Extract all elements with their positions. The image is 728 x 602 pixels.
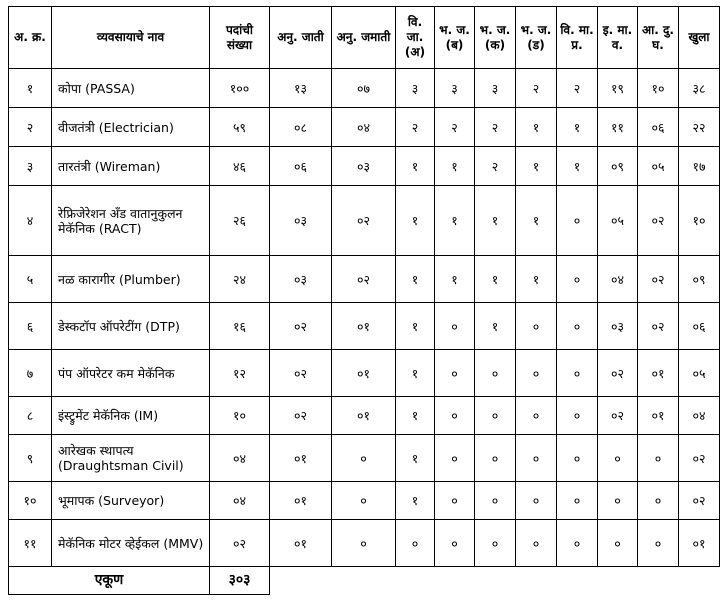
cell-value: १ <box>475 303 516 350</box>
cell-value: ०८ <box>270 108 332 147</box>
cell-value: १ <box>557 147 598 186</box>
cell-trade-name: तारतंत्री (Wireman) <box>52 147 210 186</box>
header-sr: अ. क्र. <box>9 7 52 69</box>
cell-value: ० <box>516 520 557 567</box>
cell-value: ० <box>638 482 679 520</box>
cell-value: ० <box>557 256 598 303</box>
cell-value: ० <box>435 520 475 567</box>
cell-value: ०१ <box>679 520 720 567</box>
cell-value: २ <box>557 69 598 108</box>
cell-value: २ <box>396 108 435 147</box>
cell-value: ०२ <box>638 256 679 303</box>
cell-value: ० <box>557 520 598 567</box>
cell-value: ०३ <box>270 256 332 303</box>
cell-value: १ <box>516 186 557 256</box>
cell-value: ०६ <box>638 108 679 147</box>
cell-trade-name: भूमापक (Surveyor) <box>52 482 210 520</box>
cell-value: १९ <box>598 69 638 108</box>
cell-value: ०५ <box>679 350 720 397</box>
cell-sr: १० <box>9 482 52 520</box>
cell-value: ०२ <box>332 256 396 303</box>
header-ntd: भ. ज. (ड) <box>516 7 557 69</box>
table-row <box>9 147 720 186</box>
cell-value: ५९ <box>210 108 270 147</box>
cell-sr: ६ <box>9 303 52 350</box>
cell-value: ०२ <box>679 482 720 520</box>
header-posts: पदांची संख्या <box>210 7 270 69</box>
cell-value: ०२ <box>679 435 720 482</box>
cell-value: ० <box>332 482 396 520</box>
table-row <box>9 350 720 397</box>
cell-value: ० <box>435 350 475 397</box>
cell-value: १२ <box>210 350 270 397</box>
cell-value: १०० <box>210 69 270 108</box>
cell-value: ० <box>516 350 557 397</box>
cell-sr: ५ <box>9 256 52 303</box>
cell-trade-name: वीजतंत्री (Electrician) <box>52 108 210 147</box>
table-row <box>9 69 720 108</box>
cell-value: १ <box>557 108 598 147</box>
cell-value: ०४ <box>210 435 270 482</box>
cell-trade-name: नळ कारागीर (Plumber) <box>52 256 210 303</box>
cell-value: १ <box>396 147 435 186</box>
table-row <box>9 303 720 350</box>
cell-value: ०१ <box>270 520 332 567</box>
cell-value: ०९ <box>679 256 720 303</box>
cell-value: ० <box>598 520 638 567</box>
cell-value: ०१ <box>332 397 396 435</box>
cell-value: ० <box>475 435 516 482</box>
cell-sr: ११ <box>9 520 52 567</box>
header-vja: वि. जा. (अ) <box>396 7 435 69</box>
cell-value: १ <box>396 186 435 256</box>
cell-value: ० <box>557 435 598 482</box>
cell-value: ०५ <box>598 186 638 256</box>
cell-value: ० <box>557 303 598 350</box>
cell-value: १ <box>396 256 435 303</box>
cell-value: १ <box>435 186 475 256</box>
cell-value: १३ <box>270 69 332 108</box>
cell-trade-name: इंस्ट्रुमेंट मेकॅनिक (IM) <box>52 397 210 435</box>
cell-value: ०७ <box>332 69 396 108</box>
cell-value: ३ <box>435 69 475 108</box>
cell-value: ०२ <box>638 186 679 256</box>
cell-value: १ <box>396 435 435 482</box>
cell-value: ०२ <box>270 397 332 435</box>
cell-sr: ३ <box>9 147 52 186</box>
cell-value: २ <box>475 147 516 186</box>
total-value: ३०३ <box>210 567 270 595</box>
table-row <box>9 256 720 303</box>
header-sc: अनु. जाती <box>270 7 332 69</box>
cell-value: ० <box>638 435 679 482</box>
cell-trade-name: आरेखक स्थापत्य (Draughtsman Civil) <box>52 435 210 482</box>
cell-value: ०१ <box>332 350 396 397</box>
cell-value: २६ <box>210 186 270 256</box>
cell-value: ०१ <box>638 350 679 397</box>
cell-value: ० <box>475 350 516 397</box>
cell-value: २४ <box>210 256 270 303</box>
table-row <box>9 397 720 435</box>
table-row <box>9 520 720 567</box>
cell-value: ०२ <box>270 350 332 397</box>
cell-value: ०६ <box>270 147 332 186</box>
cell-value: १६ <box>210 303 270 350</box>
cell-value: १ <box>475 186 516 256</box>
cell-value: ४६ <box>210 147 270 186</box>
cell-value: १ <box>435 147 475 186</box>
cell-value: १ <box>396 350 435 397</box>
cell-trade-name: डेस्कटॉप ऑपरेटींग (DTP) <box>52 303 210 350</box>
cell-value: ०४ <box>210 482 270 520</box>
cell-value: ०६ <box>679 303 720 350</box>
cell-value: ३८ <box>679 69 720 108</box>
cell-value: ० <box>435 397 475 435</box>
cell-value: १७ <box>679 147 720 186</box>
cell-value: ० <box>557 186 598 256</box>
cell-value: ० <box>435 482 475 520</box>
header-row <box>9 7 720 69</box>
cell-value: ० <box>332 520 396 567</box>
cell-value: ०४ <box>598 256 638 303</box>
cell-value: ११ <box>598 108 638 147</box>
cell-value: ० <box>435 435 475 482</box>
cell-value: २ <box>435 108 475 147</box>
cell-value: ० <box>516 397 557 435</box>
header-trade-name: व्यवसायाचे नाव <box>52 7 210 69</box>
cell-value: ०३ <box>270 186 332 256</box>
cell-value: ०४ <box>332 108 396 147</box>
cell-value: ० <box>475 520 516 567</box>
cell-value: ० <box>557 397 598 435</box>
cell-value: ०२ <box>210 520 270 567</box>
cell-value: २ <box>475 108 516 147</box>
cell-value: ० <box>638 520 679 567</box>
total-label: एकूण <box>9 567 210 595</box>
cell-value: १० <box>210 397 270 435</box>
cell-value: १ <box>396 303 435 350</box>
header-st: अनु. जमाती <box>332 7 396 69</box>
cell-sr: ९ <box>9 435 52 482</box>
cell-value: ०४ <box>679 397 720 435</box>
header-open: खुला <box>679 7 720 69</box>
cell-value: ० <box>396 520 435 567</box>
cell-sr: ४ <box>9 186 52 256</box>
cell-value: ० <box>435 303 475 350</box>
cell-value: १ <box>516 108 557 147</box>
header-sbc: वि. मा. प्र. <box>557 7 598 69</box>
cell-value: ० <box>332 435 396 482</box>
cell-value: ० <box>516 435 557 482</box>
cell-trade-name: मेकॅनिक मोटर व्हेईकल (MMV) <box>52 520 210 567</box>
cell-sr: २ <box>9 108 52 147</box>
cell-value: ०२ <box>638 303 679 350</box>
cell-trade-name: पंप ऑपरेटर कम मेकॅनिक <box>52 350 210 397</box>
table-row <box>9 108 720 147</box>
table-row <box>9 435 720 482</box>
header-ntc: भ. ज. (क) <box>475 7 516 69</box>
cell-value: ०१ <box>638 397 679 435</box>
cell-trade-name: कोपा (PASSA) <box>52 69 210 108</box>
cell-value: ० <box>516 482 557 520</box>
cell-value: ० <box>557 482 598 520</box>
cell-value: ०२ <box>598 397 638 435</box>
cell-value: ० <box>475 397 516 435</box>
posts-table <box>8 6 720 595</box>
cell-value: १ <box>516 256 557 303</box>
cell-value: ०९ <box>598 147 638 186</box>
cell-value: १ <box>396 482 435 520</box>
header-obc: इ. मा. व. <box>598 7 638 69</box>
cell-value: २२ <box>679 108 720 147</box>
cell-value: ० <box>557 350 598 397</box>
cell-value: ०१ <box>270 482 332 520</box>
cell-value: ३ <box>396 69 435 108</box>
cell-value: ०२ <box>598 350 638 397</box>
cell-value: ३ <box>475 69 516 108</box>
cell-value: ० <box>598 435 638 482</box>
header-ews: आ. दु. घ. <box>638 7 679 69</box>
cell-sr: ८ <box>9 397 52 435</box>
cell-value: १० <box>679 186 720 256</box>
total-row <box>9 567 720 595</box>
cell-value: १ <box>396 397 435 435</box>
cell-value: ० <box>516 303 557 350</box>
cell-trade-name: रेफ्रिजेरेशन अँड वातानुकुलन मेकॅनिक (RACT) <box>52 186 210 256</box>
cell-value: १ <box>435 256 475 303</box>
header-ntb: भ. ज. (ब) <box>435 7 475 69</box>
cell-value: ०१ <box>270 435 332 482</box>
cell-value: २ <box>516 69 557 108</box>
cell-value: १० <box>638 69 679 108</box>
table-row <box>9 186 720 256</box>
cell-value: ०२ <box>332 186 396 256</box>
cell-value: ०५ <box>638 147 679 186</box>
cell-value: ० <box>598 482 638 520</box>
cell-value: ०१ <box>332 303 396 350</box>
table-row <box>9 482 720 520</box>
cell-value: ०२ <box>270 303 332 350</box>
cell-value: ०३ <box>332 147 396 186</box>
cell-sr: ७ <box>9 350 52 397</box>
cell-value: ०३ <box>598 303 638 350</box>
cell-sr: १ <box>9 69 52 108</box>
cell-value: ० <box>475 482 516 520</box>
cell-value: १ <box>475 256 516 303</box>
cell-value: १ <box>516 147 557 186</box>
